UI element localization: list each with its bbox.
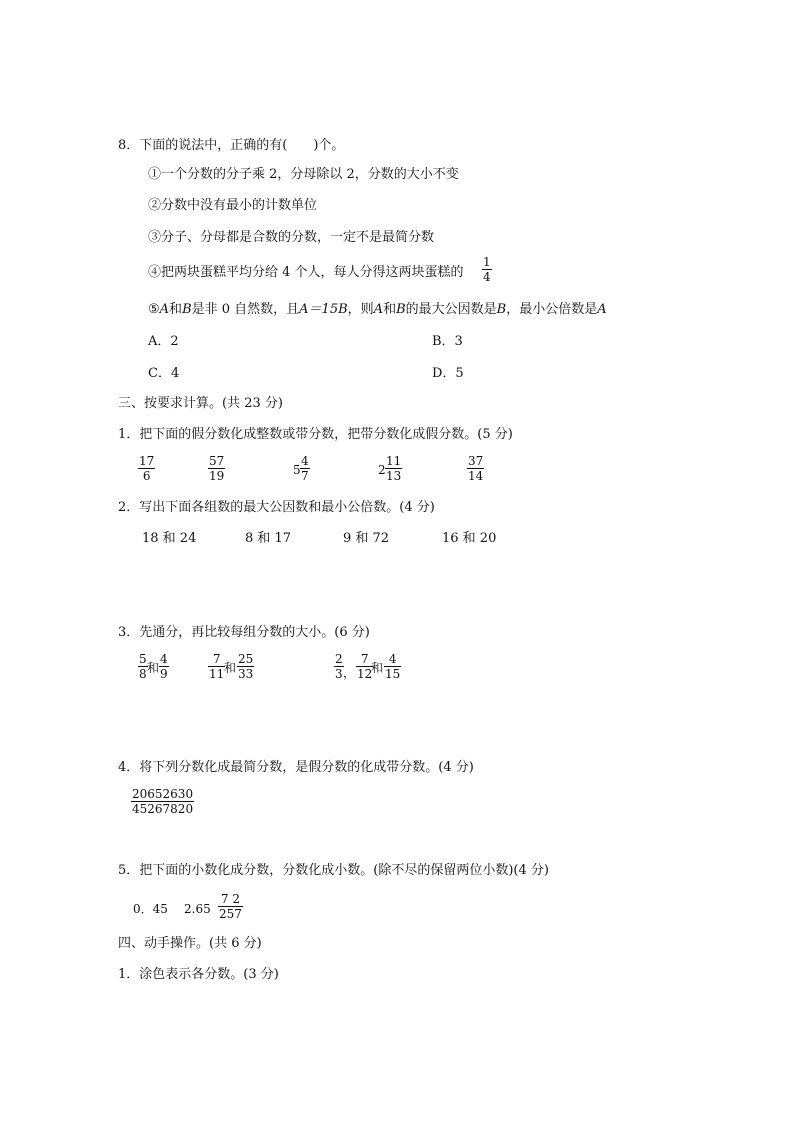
q8-statement-1: ①一个分数的分子乘 2，分母除以 2，分数的大小不变 <box>148 167 459 182</box>
s3-q3-g2-and: 和 <box>224 661 237 675</box>
q8-statement-2: ②分数中没有最小的计数单位 <box>148 198 318 213</box>
fraction-denominator: 13 <box>386 469 402 483</box>
text-and: 和 <box>383 302 397 317</box>
fraction-numerator: 5 <box>139 652 147 666</box>
fraction-denominator: 8 <box>139 667 147 681</box>
s3-q5-text: 5．把下面的小数化成分数，分数化成小数。(除不尽的保留两位小数)(4 分) <box>118 863 549 878</box>
s3-q5-value-2: 2.65 <box>184 902 211 916</box>
fraction-numerator: 7 <box>208 652 225 667</box>
s3-q1-fraction-3 <box>300 454 310 483</box>
s3-q1-mixed-3-whole: 5 <box>293 463 301 477</box>
fraction-numerator: 2 <box>335 652 343 666</box>
s3-q2-item-3: 9 和 72 <box>343 531 390 546</box>
fraction-numerator: 25 <box>238 652 254 666</box>
var-b: B <box>396 302 406 317</box>
s3-q3-g2-fraction-b <box>237 652 254 681</box>
s3-q1-text: 1．把下面的假分数化成整数或带分数，把带分数化成假分数。(5 分) <box>118 427 513 442</box>
fraction-denominator: 4 <box>483 270 491 284</box>
q8-option-c: C．4 <box>148 366 180 381</box>
text-part: ，最小公倍数是 <box>506 302 598 317</box>
var-a: A <box>373 302 384 317</box>
s3-q2-item-4: 16 和 20 <box>442 531 497 546</box>
s3-q3-text: 3．先通分，再比较每组分数的大小。(6 分) <box>118 625 370 640</box>
q8-stem: 8．下面的说法中，正确的有( )个。 <box>118 138 345 153</box>
fraction-numerator: 37 <box>468 454 484 468</box>
fraction-numerator: 57 <box>209 454 225 468</box>
text-part: 的最大公因数是 <box>405 302 497 317</box>
text-and: 和 <box>169 302 183 317</box>
fraction-denominator: 45267820 <box>132 802 194 816</box>
var-b: B <box>182 302 192 317</box>
s3-q4-fraction <box>131 787 194 816</box>
fraction-numerator: 4 <box>301 454 309 468</box>
fraction-denominator: 257 <box>219 907 242 921</box>
var-a: A <box>159 302 170 317</box>
section-4-title: 四、动手操作。(共 6 分) <box>118 936 262 951</box>
q8-statement-5 <box>148 301 607 319</box>
section-3-title: 三、按要求计算。(共 23 分) <box>118 396 283 411</box>
s3-q4-text: 4．将下列分数化成最简分数，是假分数的化成带分数。(4 分) <box>118 760 474 775</box>
s3-q3-g1-and: 和 <box>147 661 160 675</box>
q8-statement-3: ③分子、分母都是合数的分数，一定不是最简分数 <box>148 230 435 245</box>
fraction-numerator: 7 2 <box>218 892 243 907</box>
s3-q3-g3-and: 和 <box>371 661 384 675</box>
circled-5: ⑤ <box>148 302 160 317</box>
fraction-denominator: 7 <box>301 469 309 483</box>
fraction-denominator: 12 <box>357 667 373 681</box>
var-a: A <box>597 302 607 317</box>
s3-q2-text: 2．写出下面各组数的最大公因数和最小公倍数。(4 分) <box>118 500 435 515</box>
q8-option-d: D．5 <box>432 366 464 381</box>
s3-q3-g3-comma: ， <box>343 666 356 680</box>
s3-q5-value-1: 0．45 <box>133 902 168 916</box>
var-b: B <box>496 302 507 317</box>
fraction-numerator: 4 <box>384 652 401 667</box>
s3-q5-fraction <box>218 892 243 921</box>
fraction-numerator: 1 <box>483 255 491 269</box>
fraction-numerator: 17 <box>139 454 155 468</box>
equation: A＝15B <box>299 302 348 317</box>
s3-q3-g2-fraction-a <box>208 652 225 681</box>
fraction-numerator: 11 <box>386 454 402 468</box>
s3-q2-item-1: 18 和 24 <box>142 531 197 546</box>
fraction-denominator: 15 <box>385 667 401 681</box>
s3-q1-fraction-1 <box>138 454 155 483</box>
q8-statement-4-fraction <box>482 255 492 284</box>
fraction-numerator: 7 <box>356 652 373 667</box>
q8-option-b: B．3 <box>432 334 463 349</box>
s3-q1-mixed-4-whole: 2 <box>378 463 386 477</box>
fraction-denominator: 3 <box>335 667 343 681</box>
q8-option-a: A．2 <box>148 334 179 349</box>
fraction-denominator: 19 <box>209 469 225 483</box>
text-part: 是非 0 自然数，且 <box>191 302 300 317</box>
fraction-denominator: 14 <box>468 469 484 483</box>
q8-statement-4: ④把两块蛋糕平均分给 4 个人，每人分得这两块蛋糕的 <box>148 265 464 280</box>
s3-q1-fraction-5 <box>467 454 484 483</box>
s4-q1-text: 1．涂色表示各分数。(3 分) <box>118 967 279 982</box>
fraction-denominator: 9 <box>160 667 168 681</box>
s3-q3-g3-fraction-c <box>384 652 401 681</box>
s3-q1-fraction-4 <box>385 454 402 483</box>
fraction-denominator: 11 <box>209 667 225 681</box>
fraction-numerator: 4 <box>160 652 168 666</box>
s3-q2-item-2: 8 和 17 <box>245 531 292 546</box>
s3-q1-fraction-2 <box>208 454 225 483</box>
fraction-numerator: 20652630 <box>132 787 194 801</box>
fraction-denominator: 33 <box>238 667 254 681</box>
text-part: ，则 <box>347 302 374 317</box>
s3-q3-g1-fraction-b <box>159 652 169 681</box>
fraction-denominator: 6 <box>142 469 151 483</box>
